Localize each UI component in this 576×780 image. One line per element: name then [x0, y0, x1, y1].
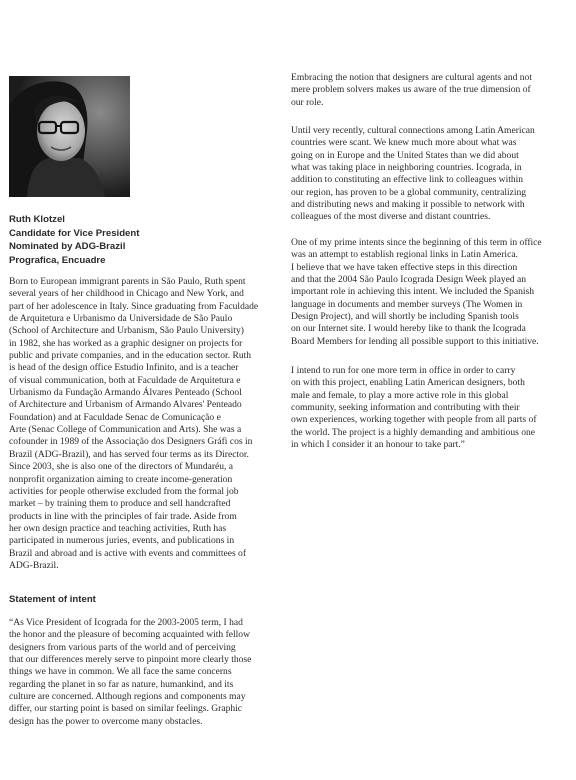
text-line: what was taking place in neighboring countries. Icograda, in	[291, 162, 522, 174]
text-line: culture are concerned. Although regions and components may	[9, 691, 246, 703]
candidate-portrait-photo	[9, 76, 130, 197]
text-line: was an attempt to establish regional links in Latin America.	[291, 249, 518, 261]
candidate-nomination: Nominated by ADG-Brazil	[9, 241, 126, 253]
text-line: our region, has proven to be a global community, centralizing	[291, 186, 527, 198]
right-paragraph-2	[291, 125, 569, 224]
text-line: language in documents and member surveys (The Women in	[291, 298, 523, 310]
candidate-role: Candidate for Vice President	[9, 227, 140, 239]
right-paragraph-4	[291, 365, 569, 451]
text-line: mere problem solvers makes us aware of the true dimension of	[291, 84, 531, 96]
text-line: Arte (Senac College of Communication and Arts). She was a	[9, 424, 242, 436]
text-line: regarding the planet in so far as nature, humankind, and its	[9, 678, 234, 690]
text-line: in which I consider it an honour to take part.”	[291, 439, 465, 451]
text-line: our role.	[291, 96, 324, 108]
text-line: Design Project), and will shortly be including Spanish tools	[291, 311, 519, 323]
text-line: her own design practice and teaching activities, Ruth has	[9, 522, 227, 534]
text-line: countries were scant. We knew much more about what was	[291, 137, 517, 149]
text-line: activities for people otherwise excluded from the formal job	[9, 485, 239, 497]
text-line: differ, our starting point is based on similar feelings. Graphic	[9, 703, 243, 715]
text-line: Brazil and abroad and is active with events and committees of	[9, 547, 247, 559]
right-paragraph-1	[291, 72, 569, 109]
text-line: in 1982, she has worked as a graphic designer on projects for	[9, 337, 243, 349]
text-line: market – by training them to produce and sell handcrafted	[9, 498, 231, 510]
text-line: colleagues of the most diverse and distant countries.	[291, 211, 491, 223]
text-line: Embracing the notion that designers are cultural agents and not	[291, 72, 532, 83]
text-line: public and private companies, and in the education sector. Ruth	[9, 350, 252, 362]
text-line: that our differences merely serve to pinpoint more clearly those	[9, 654, 252, 666]
text-line: important role in achieving this intent. We included the Spanish	[291, 286, 534, 298]
biography-paragraph	[9, 276, 284, 572]
text-line: and distributing news and making it possible to network with	[291, 199, 525, 211]
text-line: going on in Europe and the United States than we did about	[291, 149, 519, 161]
text-line: I believe that we have taken effective steps in this direction	[291, 261, 518, 273]
text-line: ADG-Brazil.	[9, 559, 59, 571]
candidate-company: Prografica, Encuadre	[9, 254, 106, 266]
text-line: I intend to run for one more term in office in order to carry	[291, 365, 516, 376]
text-line: Born to European immigrant parents in São Paulo, Ruth spent	[9, 276, 246, 287]
text-line: addition to constituting an effective link to colleagues within	[291, 174, 524, 186]
text-line: on our Internet site. I would hereby like to thank the Icograda	[291, 323, 526, 335]
text-line: One of my prime intents since the beginning of this term in office	[291, 237, 542, 248]
text-line: own experiences, working together with people from all parts of	[291, 414, 537, 426]
text-line: Since 2003, she is also one of the directors of Mundaréu, a	[9, 461, 234, 473]
statement-paragraph	[9, 617, 284, 728]
candidate-info	[9, 213, 259, 267]
text-line: “As Vice President of Icograda for the 2003-2005 term, I had	[9, 617, 243, 628]
text-line: Foundation) and at Faculdade Senac de Comunicação e	[9, 411, 221, 423]
text-line: Until very recently, cultural connections among Latin American	[291, 125, 535, 136]
text-line: nonprofit organization aiming to create income-generation	[9, 473, 233, 485]
text-line: Brazil (ADG-Brazil), and has served four terms as its Director.	[9, 448, 249, 460]
text-line: community, seeking information and contributing with their	[291, 402, 520, 414]
text-line: and that the 2004 São Paulo Icograda Design Week played an	[291, 274, 527, 286]
text-line: male and female, to play a more active role in this global	[291, 389, 509, 401]
text-line: is head of the design office Estudio Infinito, and is a teacher	[9, 362, 239, 374]
text-line: participated in numerous juries, events, and publications in	[9, 535, 235, 547]
text-line: cofounder in 1989 of the Associação dos Designers Gráfi cos in	[9, 436, 253, 448]
candidate-name: Ruth Klotzel	[9, 214, 65, 225]
text-line: on with this project, enabling Latin American designers, both	[291, 377, 525, 389]
text-line: de Arquitetura e Urbanismo da Universidade de São Paulo	[9, 313, 233, 325]
text-line: Board Members for lending all possible support to this initiative.	[291, 335, 539, 347]
text-line: things we have in common. We all face the same concerns	[9, 666, 232, 678]
text-line: the world. The project is a highly demanding and ambitious one	[291, 426, 536, 438]
text-line: of visual communication, both at Faculdade de Arquitetura e	[9, 374, 241, 386]
text-line: (School of Architecture and Urbanism, São Paulo University)	[9, 325, 244, 337]
statement-heading: Statement of intent	[9, 594, 96, 605]
text-line: part of her adolescence in Italy. Since graduating from Faculdade	[9, 300, 259, 312]
text-line: Urbanismo da Fundação Armando Álvares Penteado (School	[9, 387, 242, 399]
text-line: products in line with the principles of fair trade. Aside from	[9, 510, 237, 522]
text-line: several years of her childhood in Chicago and New York, and	[9, 288, 244, 300]
text-line: designers from various parts of the world and of perceiving	[9, 641, 236, 653]
right-paragraph-3	[291, 237, 569, 348]
text-line: the honor and the pleasure of becoming acquainted with fellow	[9, 629, 250, 641]
text-line: design has the power to overcome many obstacles.	[9, 715, 203, 727]
text-line: of Architecture and Urbanism of Armando Alvares' Penteado	[9, 399, 242, 411]
